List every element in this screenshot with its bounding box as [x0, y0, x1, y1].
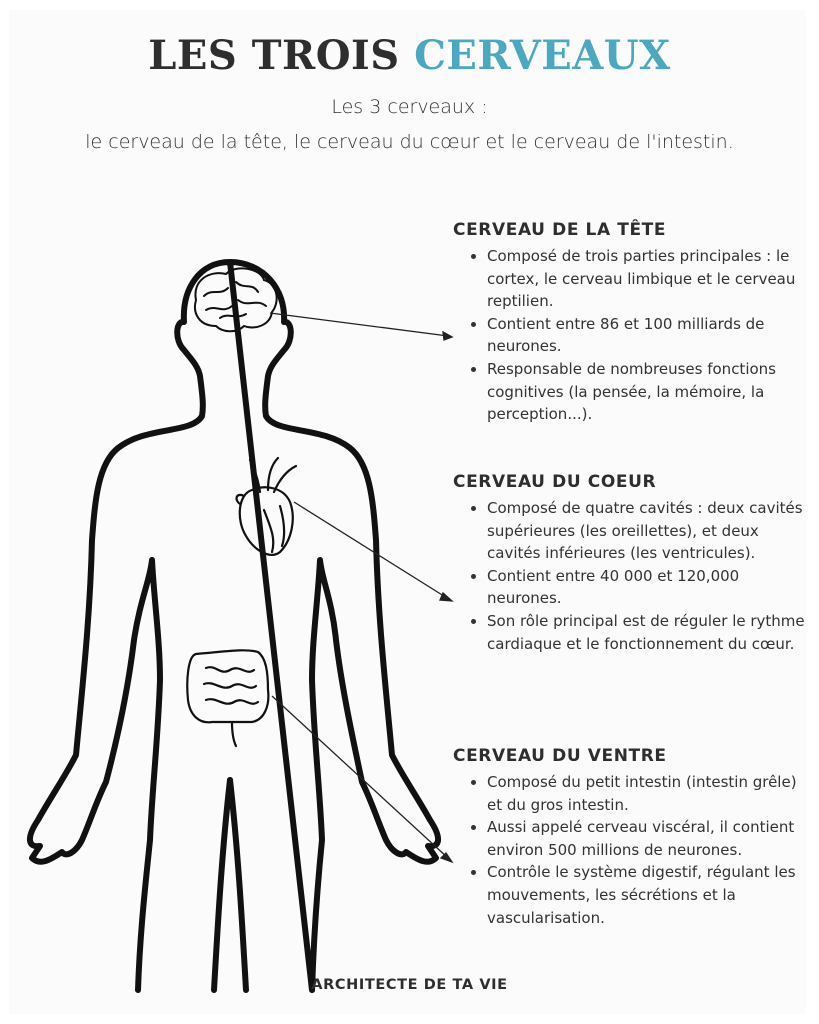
list-item: Responsable de nombreuses fonctions cognitives (la pensée, la mémoire, la perception...).: [469, 358, 808, 426]
section-head-brain: [453, 219, 808, 426]
section-heading: CERVEAU DU VENTRE: [453, 746, 667, 766]
bullet-list: [453, 497, 808, 655]
list-item: Contient entre 86 et 100 milliards de neurones.: [469, 313, 808, 358]
title-part-1: LES TROIS: [148, 32, 400, 79]
subtitle-line-1: Les 3 cerveaux :: [331, 96, 488, 118]
footer-brand: ARCHITECTE DE TA VIE: [311, 977, 508, 993]
subtitle-line-2: le cerveau de la tête, le cerveau du cœur et le cerveau de l'intestin.: [85, 131, 734, 153]
list-item: Composé de trois parties principales : le cortex, le cerveau limbique et le cerveau reptilien.: [469, 245, 808, 313]
title-part-2: CERVEAUX: [414, 32, 671, 79]
section-heart-brain: [453, 471, 808, 655]
bullet-list: [453, 245, 808, 426]
list-item: Aussi appelé cerveau viscéral, il contient environ 500 millions de neurones.: [469, 816, 808, 861]
bullet-list: [453, 771, 808, 929]
list-item: Contrôle le système digestif, régulant les mouvements, les sécrétions et la vascularisation.: [469, 861, 808, 929]
intestine-icon: [187, 650, 268, 746]
body-silhouette: [30, 262, 438, 990]
list-item: Son rôle principal est de réguler le rythme cardiaque et le fonctionnement du cœur.: [469, 610, 808, 655]
section-heading: CERVEAU DE LA TÊTE: [453, 220, 667, 240]
list-item: Composé du petit intestin (intestin grêle) et du gros intestin.: [469, 771, 808, 816]
section-heading: CERVEAU DU COEUR: [453, 472, 657, 492]
list-item: Composé de quatre cavités : deux cavités supérieures (les oreillettes), et deux cavités inférieures (les ventricules).: [469, 497, 808, 565]
section-gut-brain: [453, 745, 808, 929]
heart-icon: [237, 458, 296, 555]
list-item: Contient entre 40 000 et 120,000 neurones.: [469, 565, 808, 610]
